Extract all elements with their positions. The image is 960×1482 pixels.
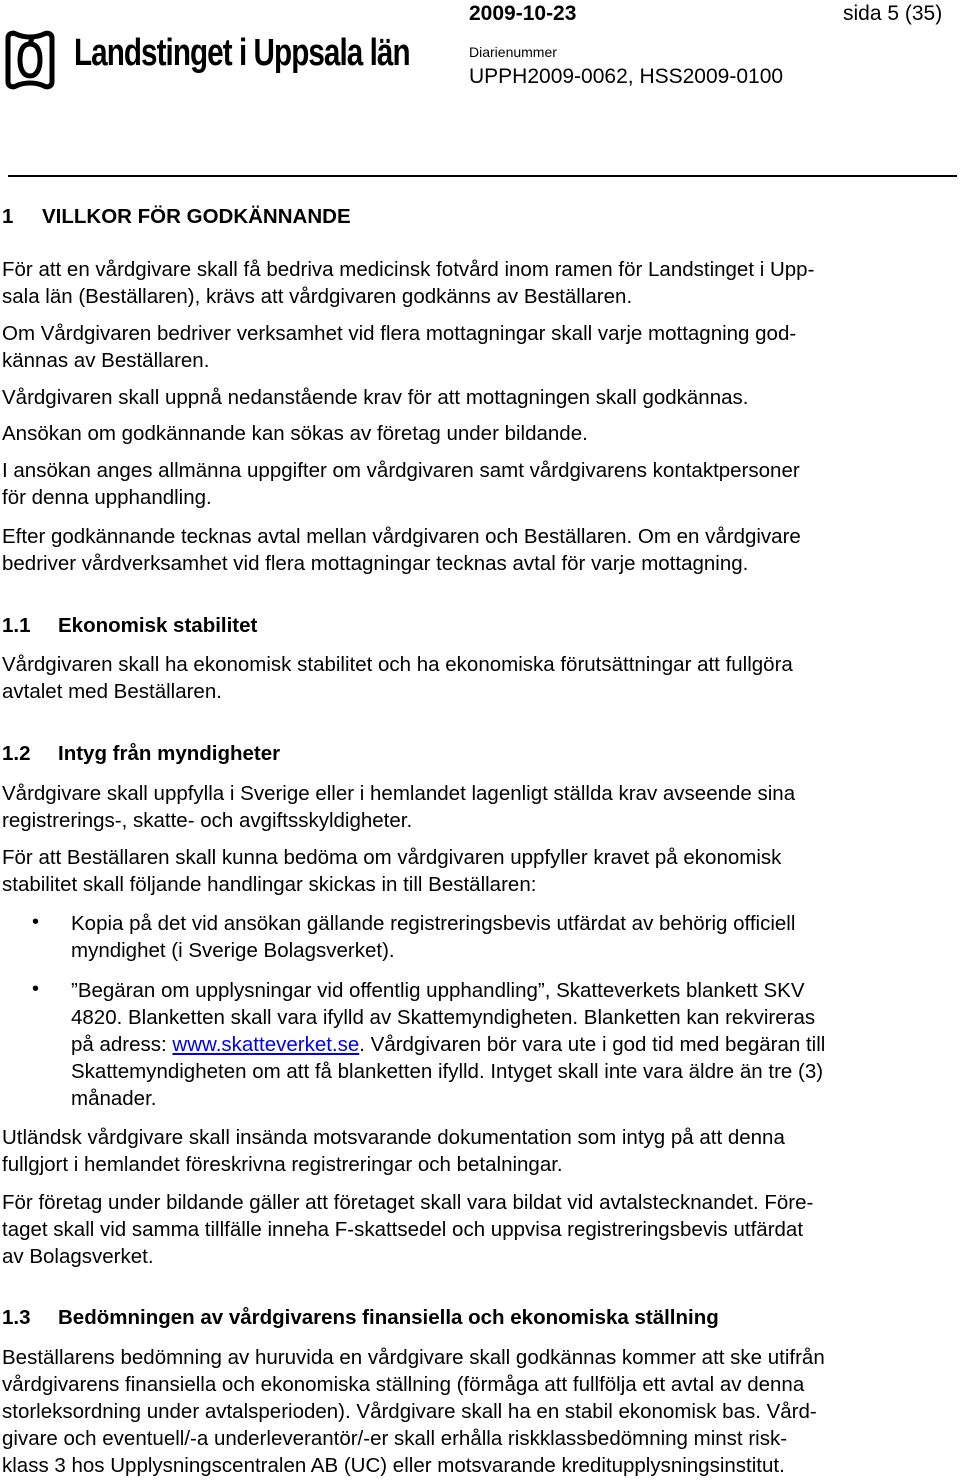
bullet-text: på adress:: [71, 1033, 173, 1056]
paragraph-line: stabilitet skall följande handlingar skickas in till Beställaren:: [2, 873, 537, 896]
section-title: Ekonomisk stabilitet: [58, 614, 258, 637]
section-number: 1.1: [2, 614, 31, 637]
bullet-line: ”Begäran om upplysningar vid offentlig upphandling”, Skatteverkets blankett SKV: [71, 979, 805, 1002]
paragraph-line: storleksordning under avtalsperioden). Vårdgivare skall ha en stabil ekonomisk bas. Vård-: [2, 1400, 817, 1423]
bullet-icon: •: [32, 911, 40, 933]
section-title: Intyg från myndigheter: [58, 742, 281, 765]
section-heading-1: [2, 205, 351, 229]
paragraph-line: I ansökan anges allmänna uppgifter om vårdgivaren samt vårdgivarens kontaktpersoner: [2, 459, 800, 482]
paragraph-line: vårdgivarens finansiella och ekonomiska ställning (förmåga att fullfölja ett avtal av denna: [2, 1373, 805, 1396]
paragraph-line: kännas av Beställaren.: [2, 349, 210, 372]
header-divider: [8, 175, 957, 177]
section-title: Bedömningen av vårdgivarens finansiella och ekonomiska ställning: [58, 1306, 719, 1329]
paragraph-line: avtalet med Beställaren.: [2, 680, 222, 703]
paragraph-line: Beställarens bedömning av huruvida en vårdgivare skall godkännas kommer att ske utifrån: [2, 1346, 825, 1369]
paragraph-line: av Bolagsverket.: [2, 1245, 154, 1268]
section-number: 1.3: [2, 1306, 31, 1329]
bullet-line: Skattemyndigheten om att få blanketten ifylld. Intyget skall inte vara äldre än tre (3): [71, 1060, 824, 1083]
logo-text: Landstinget i Uppsala län: [74, 32, 410, 74]
paragraph-line: Utländsk vårdgivare skall insända motsvarande dokumentation som intyg på att denna: [2, 1126, 785, 1149]
paragraph-line: sala län (Beställaren), krävs att vårdgivaren godkänns av Beställaren.: [2, 285, 633, 308]
paragraph-line: Ansökan om godkännande kan sökas av företag under bildande.: [2, 422, 588, 445]
bullet-text: . Vårdgivaren bör vara ute i god tid med begäran till: [359, 1033, 826, 1056]
diarienummer-value: UPPH2009-0062, HSS2009-0100: [469, 65, 784, 88]
bullet-line: månader.: [71, 1087, 157, 1110]
bullet-line: 4820. Blanketten skall vara ifylld av Skattemyndigheten. Blanketten kan rekvireras: [71, 1006, 816, 1029]
bullet-line: Kopia på det vid ansökan gällande registreringsbevis utfärdat av behörig officiell: [71, 912, 796, 935]
paragraph-line: Vårdgivaren skall uppnå nedanstående krav för att mottagningen skall godkännas.: [2, 386, 749, 409]
paragraph-line: Vårdgivare skall uppfylla i Sverige eller i hemlandet lagenligt ställda krav avseende sina: [2, 782, 796, 805]
paragraph-line: För att en vårdgivare skall få bedriva medicinsk fotvård inom ramen för Landstinget i Upp-: [2, 258, 815, 281]
paragraph-line: givare och eventuell/-a underleverantör/-er skall erhålla riskklassbedömning minst risk-: [2, 1427, 788, 1450]
section-number: 1.2: [2, 742, 31, 765]
paragraph-line: Om Vårdgivaren bedriver verksamhet vid flera mottagningar skall varje mottagning god-: [2, 322, 797, 345]
document-date: 2009-10-23: [469, 2, 577, 25]
paragraph-line: klass 3 hos Upplysningscentralen AB (UC) eller motsvarande kreditupplysningsinstitut.: [2, 1454, 785, 1477]
paragraph-line: taget skall vid samma tillfälle inneha F-skattsedel och uppvisa registreringsbevis utfärdat: [2, 1218, 804, 1241]
section-title: VILLKOR FÖR GODKÄNNANDE: [42, 205, 351, 228]
paragraph-line: registrerings-, skatte- och avgiftsskyldigheter.: [2, 809, 413, 832]
paragraph-line: fullgjort i hemlandet föreskrivna registreringar och betalningar.: [2, 1153, 563, 1176]
paragraph-line: Efter godkännande tecknas avtal mellan vårdgivaren och Beställaren. Om en vårdgivare: [2, 525, 801, 548]
section-number: 1: [2, 205, 14, 228]
section-heading-1-3: [2, 1306, 719, 1330]
section-heading-1-1: [2, 614, 257, 638]
paragraph-line: För företag under bildande gäller att företaget skall vara bildat vid avtalstecknandet. Före-: [2, 1191, 814, 1214]
paragraph-line: Vårdgivaren skall ha ekonomisk stabilitet och ha ekonomiska förutsättningar att fullgöra: [2, 653, 793, 676]
bullet-icon: •: [32, 978, 40, 1000]
bullet-line: myndighet (i Sverige Bolagsverket).: [71, 939, 395, 962]
paragraph-line: bedriver vårdverksamhet vid flera mottagningar tecknas avtal för varje mottagning.: [2, 552, 749, 575]
diarienummer-label: Diarienummer: [469, 44, 557, 60]
section-heading-1-2: [2, 742, 280, 766]
paragraph-line: För att Beställaren skall kunna bedöma om vårdgivaren uppfyller kravet på ekonomisk: [2, 846, 782, 869]
paragraph-line: för denna upphandling.: [2, 486, 212, 509]
page-number: sida 5 (35): [843, 2, 943, 25]
bullet-line: [71, 1032, 825, 1058]
skatteverket-link[interactable]: www.skatteverket.se: [172, 1033, 360, 1056]
